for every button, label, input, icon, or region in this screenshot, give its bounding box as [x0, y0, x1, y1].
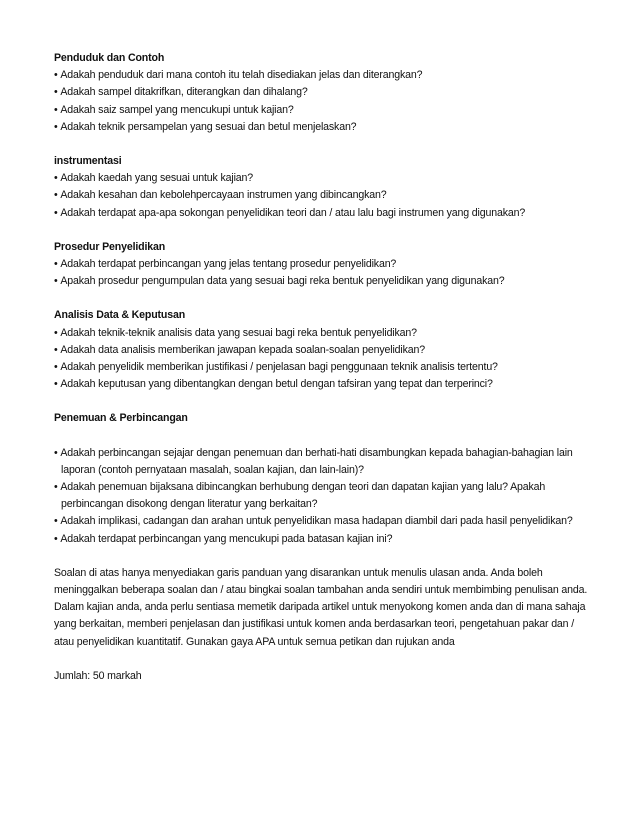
section-analisis-data	[54, 307, 594, 393]
spacer	[54, 222, 594, 239]
spacer	[54, 428, 594, 445]
bullet-item: • Adakah sampel ditakrifkan, diterangkan dan dihalang?	[54, 84, 594, 101]
section-penduduk-dan-contoh	[54, 50, 594, 136]
section-instrumentasi	[54, 153, 594, 222]
spacer	[54, 290, 594, 307]
bullet-item: • Adakah teknik persampelan yang sesuai dan betul menjelaskan?	[54, 119, 594, 136]
bullet-item: • Adakah keputusan yang dibentangkan dengan betul dengan tafsiran yang tepat dan terperinci?	[54, 376, 594, 393]
bullet-item: • Adakah penemuan bijaksana dibincangkan berhubung dengan teori dan dapatan kajian yang lalu? Apakah perbincangan disokong dengan literatur yang berkaitan?	[54, 479, 594, 513]
bullet-item: • Adakah terdapat apa-apa sokongan penyelidikan teori dan / atau lalu bagi instrumen yang digunakan?	[54, 205, 594, 222]
spacer	[54, 548, 594, 565]
bullet-item: • Apakah prosedur pengumpulan data yang sesuai bagi reka bentuk penyelidikan yang digunakan?	[54, 273, 594, 290]
bullet-item: • Adakah penduduk dari mana contoh itu telah disediakan jelas dan diterangkan?	[54, 67, 594, 84]
bullet-item: • Adakah teknik-teknik analisis data yang sesuai bagi reka bentuk penyelidikan?	[54, 325, 594, 342]
bullet-item: • Adakah kesahan dan kebolehpercayaan instrumen yang dibincangkan?	[54, 187, 594, 204]
bullet-item: • Adakah terdapat perbincangan yang mencukupi pada batasan kajian ini?	[54, 531, 594, 548]
section-heading: Penduduk dan Contoh	[54, 52, 165, 64]
spacer	[54, 393, 594, 410]
document-page	[54, 50, 594, 685]
total-marks: Jumlah: 50 markah	[54, 669, 142, 682]
bullet-item: • Adakah saiz sampel yang mencukupi untuk kajian?	[54, 102, 594, 119]
section-heading: Analisis Data & Keputusan	[54, 309, 186, 322]
bullet-item: • Adakah perbincangan sejajar dengan penemuan dan berhati-hati disambungkan kepada bahagian-bahagian lain laporan (contoh pernyataan masalah, soalan kajian, dan lain-lain)?	[54, 445, 594, 479]
bullet-item: • Adakah kaedah yang sesuai untuk kajian?	[54, 170, 594, 187]
bullet-item: • Adakah implikasi, cadangan dan arahan untuk penyelidikan masa hadapan diambil dari pada hasil penyelidikan?	[54, 513, 594, 530]
bullet-item: • Adakah penyelidik memberikan justifikasi / penjelasan bagi penggunaan teknik analisis tertentu?	[54, 359, 594, 376]
section-prosedur-penyelidikan	[54, 239, 594, 291]
spacer	[54, 651, 594, 668]
section-heading: Prosedur Penyelidikan	[54, 240, 166, 253]
section-heading: Penemuan & Perbincangan	[54, 412, 188, 425]
section-heading: instrumentasi	[54, 155, 122, 168]
bullet-item: • Adakah terdapat perbincangan yang jelas tentang prosedur penyelidikan?	[54, 256, 594, 273]
section-penemuan-perbincangan	[54, 410, 594, 547]
bullet-item: • Adakah data analisis memberikan jawapan kepada soalan-soalan penyelidikan?	[54, 342, 594, 359]
closing-paragraph: Soalan di atas hanya menyediakan garis panduan yang disarankan untuk menulis ulasan anda. Anda boleh meninggalkan beberapa soalan dan / atau bingkai soalan tambahan anda sendiri untuk membimbing penulisan anda. Dalam kajian anda, anda perlu sentiasa memetik daripada artikel untuk menyokong komen anda dan di mana sahaja yang berkaitan, memberi penjelasan dan justifikasi untuk komen anda berdasarkan teori, pengetahuan pakar dan / atau penyelidikan kuantitatif. Gunakan gaya APA untuk semua petikan dan rujukan anda	[54, 566, 588, 648]
spacer	[54, 136, 594, 153]
